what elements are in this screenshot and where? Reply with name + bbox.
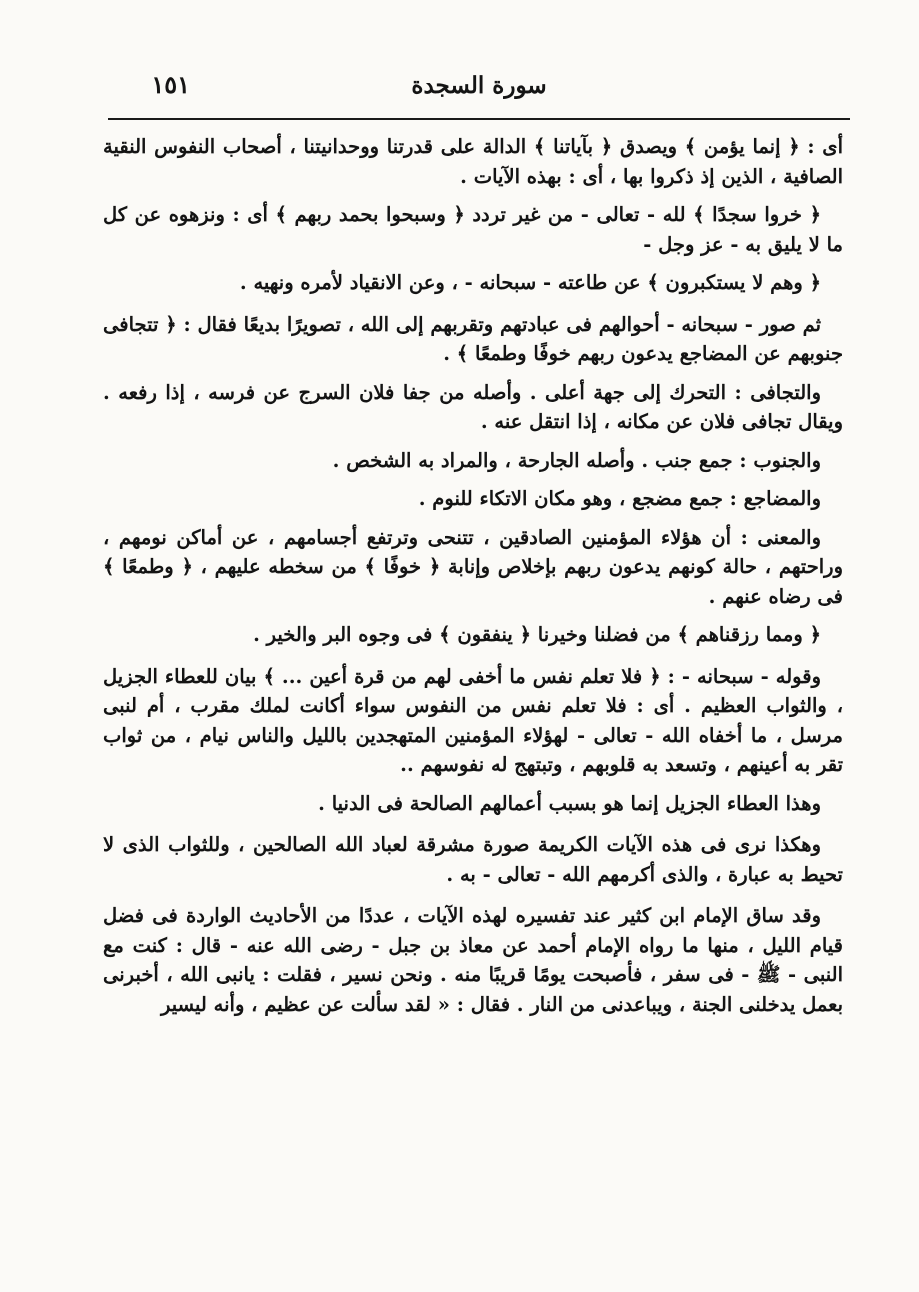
surah-title: سورة السجدة [411,72,547,99]
paragraph-9: ﴿ ومما رزقناهم ﴾ من فضلنا وخيرنا ﴿ ينفقون ﴾ فى وجوه البر والخير . [253,623,821,646]
page-number: ١٥١ [151,70,190,99]
paragraph-6: والجنوب : جمع جنب . وأصله الجارحة ، والمراد به الشخص . [332,448,821,472]
paragraph-3: ﴿ وهم لا يستكبرون ﴾ عن طاعته - سبحانه - ، وعن الانقياد لأمره ونهيه . [239,271,821,294]
paragraph-2: ﴿ خروا سجدًا ﴾ لله - تعالى - من غير تردد ﴿ وسبحوا بحمد ربهم ﴾ أى : ونزهوه عن كل ما لا يليق به - عز وجل - [103,203,843,256]
paragraph-5: والتجافى : التحرك إلى جهة أعلى . وأصله من جفا فلان السرج عن فرسه ، إذا رفعه . ويقال تجافى فلان عن مكانه ، إذا انتقل عنه . [103,380,843,433]
paragraph-4: ثم صور - سبحانه - أحوالهم فى عبادتهم وتقربهم إلى الله ، تصويرًا بديعًا فقال : ﴿ تتجافى جنوبهم عن المضاجع يدعون ربهم خوفًا وطمعًا ﴾ . [103,312,843,365]
paragraph-13: وقد ساق الإمام ابن كثير عند تفسيره لهذه الآيات ، عددًا من الأحاديث الواردة فى فضل قيام الليل ، منها ما رواه الإمام أحمد عن معاذ بن جبل - رضى الله عنه - قال : كنت مع النبى - ﷺ - فى سفر ، فأصبحت يومًا قريبًا منه . ونحن نسير ، فقلت : يانبى الله ، أخبرنى بعمل يدخلنى الجنة ، ويباعدنى من النار . فقال : « لقد سألت عن عظيم ، وأنه ليسير [103,904,843,1016]
paragraph-7: والمضاجع : جمع مضجع ، وهو مكان الاتكاء للنوم . [418,487,821,510]
paragraph-8: والمعنى : أن هؤلاء المؤمنين الصادقين ، تتنحى وترتفع أجسامهم ، عن أماكن نومهم ، وراحتهم ، حالة كونهم يدعون ربهم بإخلاص وإنابة ﴿ خوفًا ﴾ من سخطه عليهم ، ﴿ وطمعًا ﴾ فى رضاه عنهم . [103,525,843,608]
page-header [108,66,850,118]
page-body [103,132,843,1028]
paragraph-11: وهذا العطاء الجزيل إنما هو بسبب أعمالهم الصالحة فى الدنيا . [318,791,821,815]
paragraph-1: أى : ﴿ إنما يؤمن ﴾ ويصدق ﴿ بآياتنا ﴾ الدالة على قدرتنا ووحدانيتنا ، أصحاب النفوس النقية الصافية ، الذين إذ ذكروا بها ، أى : بهذه الآيات . [103,135,843,188]
header-rule [108,118,850,120]
paragraph-12: وهكذا نرى فى هذه الآيات الكريمة صورة مشرقة لعباد الله الصالحين ، وللثواب الذى لا تحيط به عبارة ، والذى أكرمهم الله - تعالى - به . [103,833,843,886]
paragraph-10: وقوله - سبحانه - : ﴿ فلا تعلم نفس ما أخفى لهم من قرة أعين ... ﴾ بيان للعطاء الجزيل ، والثواب العظيم . أى : فلا تعلم نفس من النفوس سواء أكانت لملك مقرب ، أم لنبى مرسل ، ما أخفاه الله - تعالى - لهؤلاء المؤمنين المتهجدين بالليل والناس نيام ، من ثواب تقر به أعينهم ، وتسعد به قلوبهم ، وتبتهج له نفوسهم .. [103,664,843,776]
